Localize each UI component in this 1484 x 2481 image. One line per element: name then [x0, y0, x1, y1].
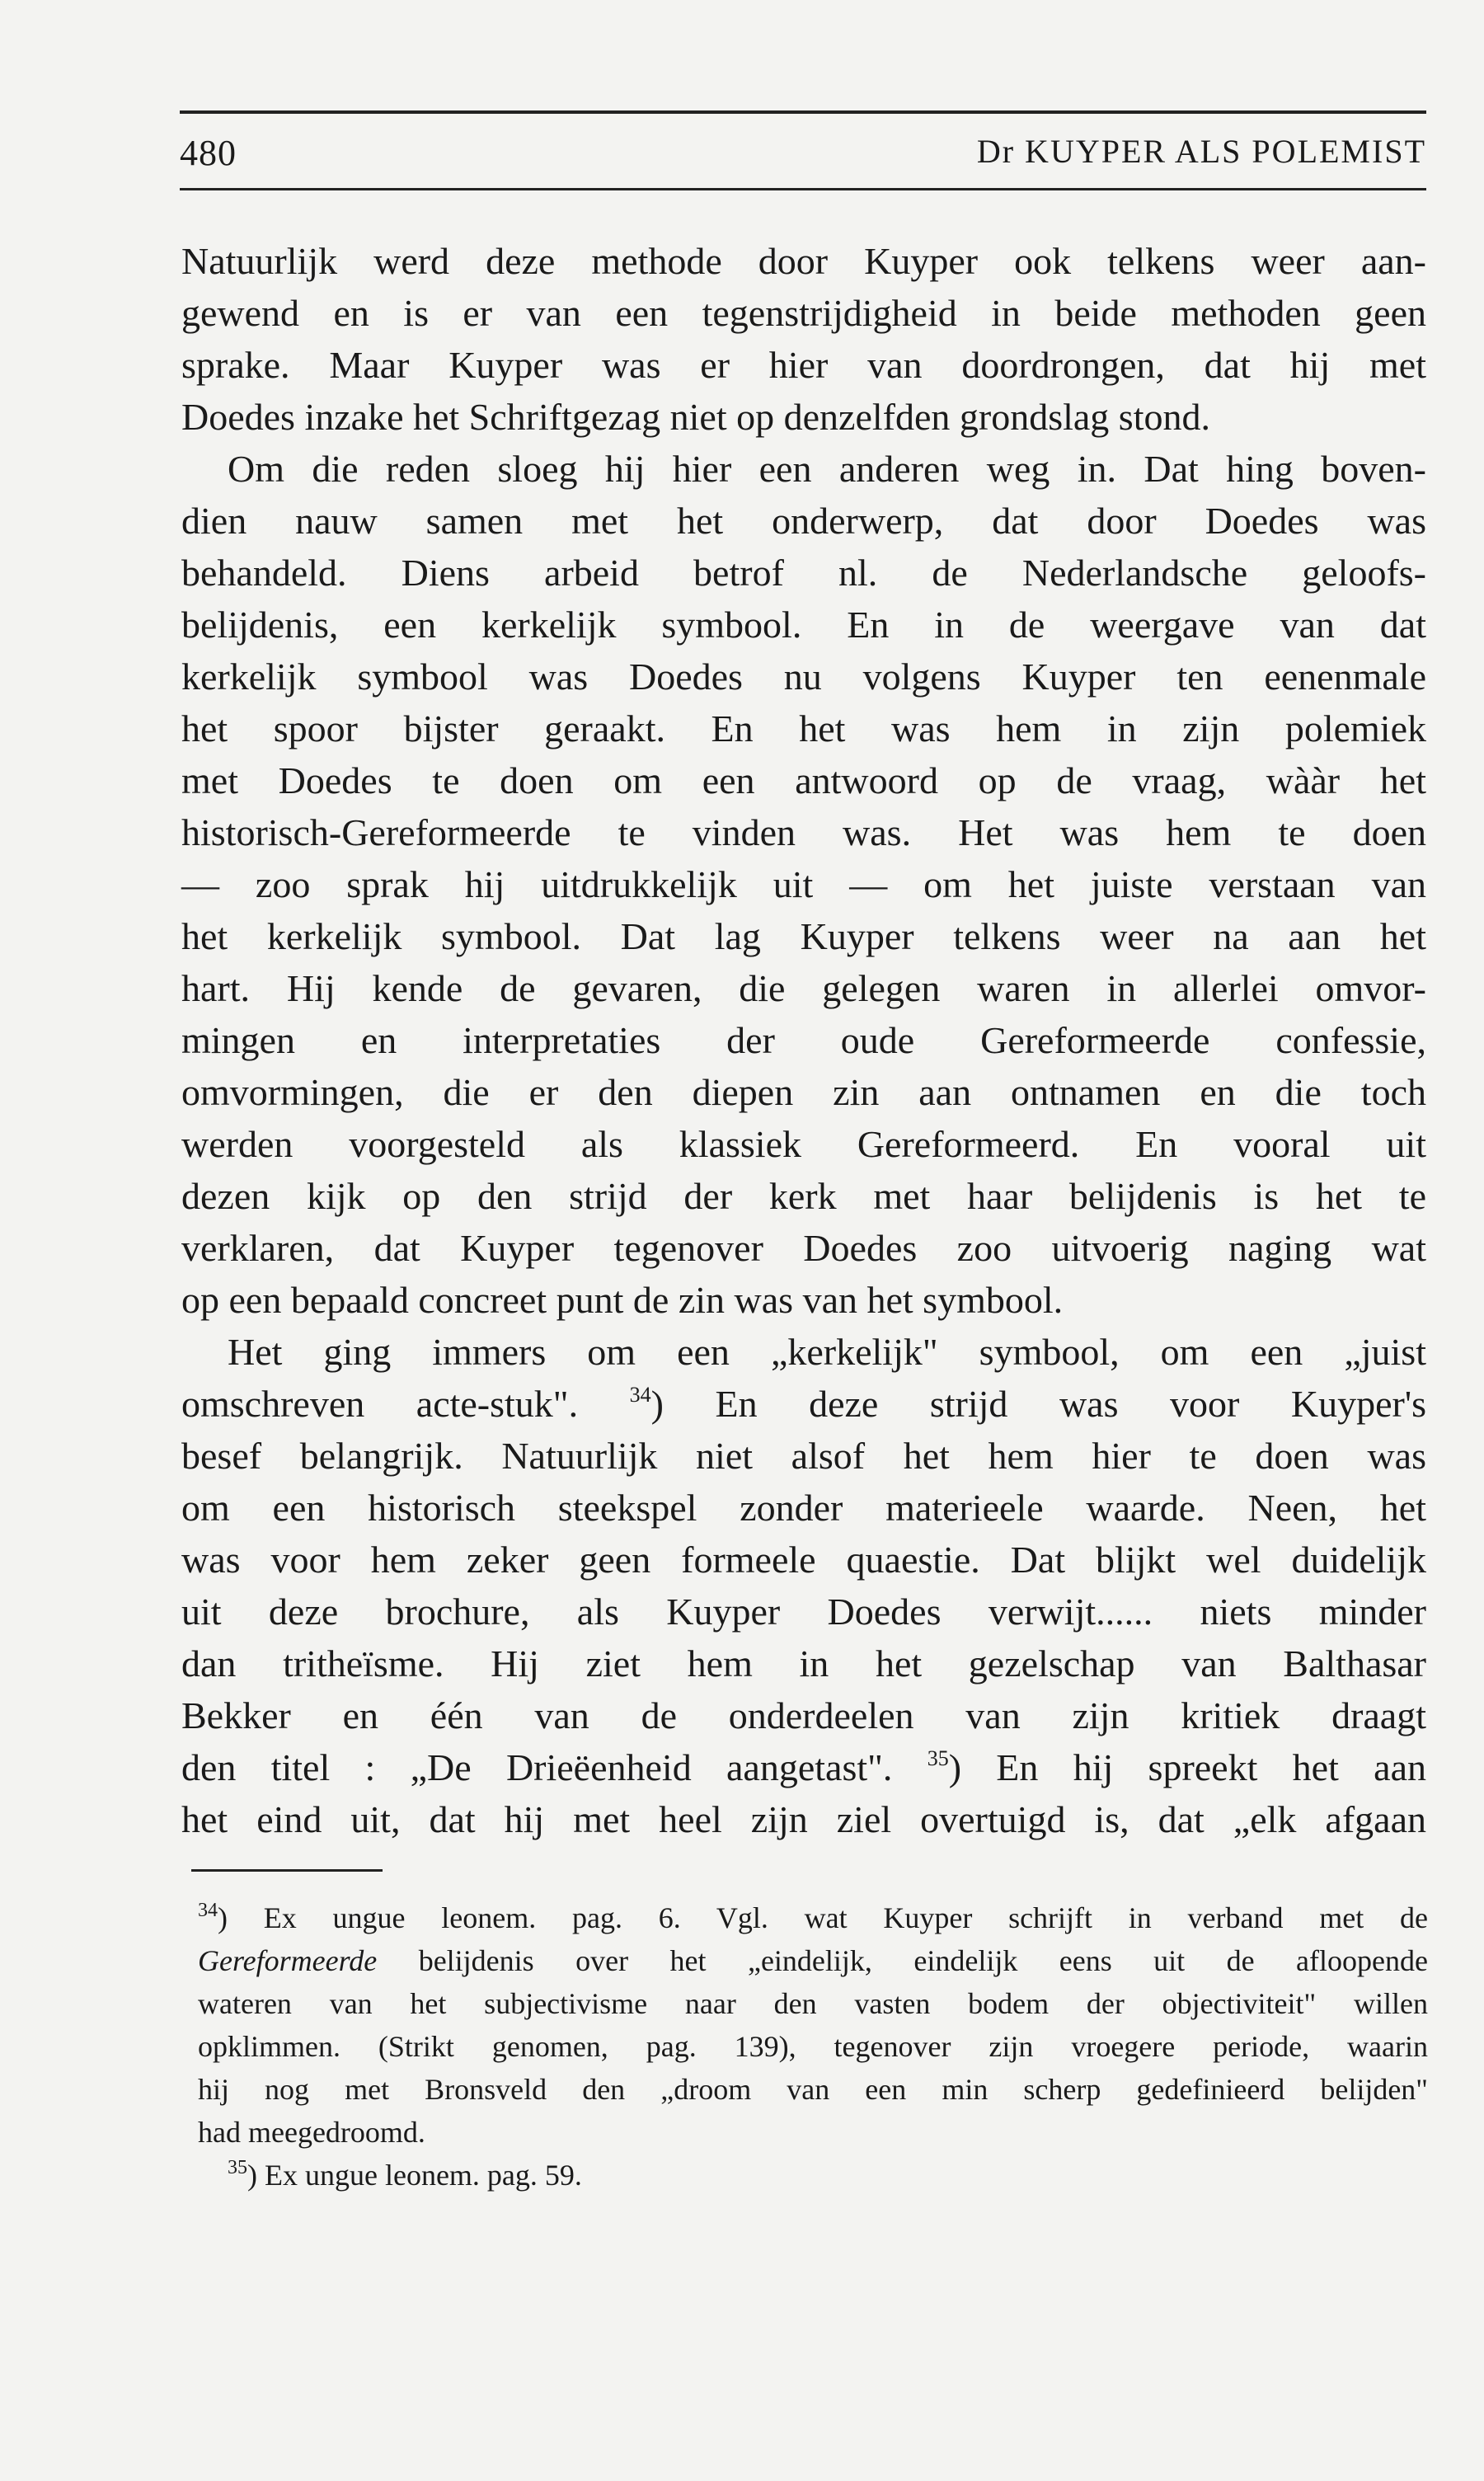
footnote-34-line: had meegedroomd.: [198, 2116, 425, 2149]
text-line: op een bepaald concreet punt de zin was van het symbool.: [181, 1279, 1064, 1321]
header-top-rule: [180, 110, 1426, 114]
running-title: Dr KUYPER ALS POLEMIST: [976, 133, 1426, 170]
footnote-34-line: $^{34}$) Ex ungue leonem. pag. 6. Vgl. wat Kuyper schrijft in verband met de: [198, 1900, 1428, 1934]
text-line: omvormingen, die er den diepen zin aan ontnamen en die toch: [181, 1071, 1426, 1113]
text-line: verklaren, dat Kuyper tegenover Doedes zoo uitvoerig naging wat: [181, 1227, 1426, 1269]
text-line: het eind uit, dat hij met heel zijn ziel overtuigd is, dat „elk afgaan: [181, 1798, 1426, 1840]
footnote-rule: [191, 1869, 383, 1872]
text-line: werden voorgesteld als klassiek Gereformeerd. En vooral uit: [181, 1123, 1426, 1165]
text-segment: ) En hij spreekt het aan: [948, 1746, 1426, 1788]
footnote-34-line: [198, 1939, 1428, 1982]
text-line: Bekker en één van de onderdeelen van zijn kritiek draagt: [181, 1694, 1426, 1736]
footnote-34-line: wateren van het subjectivisme naar den vasten bodem der objectiviteit" willen: [198, 1987, 1428, 2020]
text-line: het kerkelijk symbool. Dat lag Kuyper telkens weer na aan het: [181, 915, 1426, 957]
page-header: [180, 124, 1426, 181]
text-line: besef belangrijk. Natuurlijk niet alsof het hem hier te doen was: [181, 1435, 1426, 1477]
text-segment: omschreven acte-stuk".: [181, 1383, 630, 1425]
footnote-35-mark: 35: [228, 2157, 247, 2178]
text-line: dezen kijk op den strijd der kerk met haar belijdenis is het te: [181, 1175, 1426, 1217]
text-line: om een historisch steekspel zonder materieele waarde. Neen, het: [181, 1487, 1426, 1529]
text-line: Doedes inzake het Schriftgezag niet op denzelfden grondslag stond.: [181, 396, 1210, 438]
text-segment: ) En deze strijd was voor Kuyper's: [650, 1383, 1427, 1425]
text-line: uit deze brochure, als Kuyper Doedes verwijt...... niets minder: [181, 1591, 1426, 1633]
text-line: hart. Hij kende de gevaren, die gelegen waren in allerlei omvor-: [181, 967, 1426, 1009]
footnote-ref-35: 35: [927, 1746, 949, 1770]
text-line: mingen en interpretaties der oude Gereformeerde confessie,: [181, 1019, 1426, 1061]
text-line-with-note-ref: [181, 1741, 1426, 1793]
text-line: Natuurlijk werd deze methode door Kuyper ook telkens weer aan-: [181, 240, 1426, 282]
text-line: belijdenis, een kerkelijk symbool. En in de weergave van dat: [181, 604, 1426, 646]
text-line: met Doedes te doen om een antwoord op de vraag, wààr het: [181, 759, 1426, 801]
footnotes: [198, 1896, 1428, 2197]
text-line: dien nauw samen met het onderwerp, dat door Doedes was: [181, 500, 1426, 542]
text-line: Het ging immers om een „kerkelijk" symbool, om een „juist: [228, 1331, 1426, 1373]
body-text: [181, 235, 1426, 1845]
text-line: historisch-Gereformeerde te vinden was. Het was hem te doen: [181, 811, 1426, 853]
footnote-italic-term: Gereformeerde: [198, 1944, 378, 1977]
text-line-with-note-ref: [181, 1378, 1426, 1430]
footnote-text: Ex ungue leonem. pag. 6. Vgl. wat Kuyper schrijft in verband met de: [263, 1901, 1428, 1934]
text-line: gewend en is er van een tegenstrijdigheid in beide methoden geen: [181, 292, 1426, 334]
text-line: dan tritheïsme. Hij ziet hem in het gezelschap van Balthasar: [181, 1642, 1426, 1685]
footnote-34-line: hij nog met Bronsveld den „droom van een min scherp gedefinieerd belijden": [198, 2073, 1428, 2106]
footnote-text: belijdenis over het „eindelijk, eindelijk eens uit de afloopende: [377, 1944, 1428, 1977]
text-line: behandeld. Diens arbeid betrof nl. de Nederlandsche geloofs-: [181, 552, 1426, 594]
text-line: kerkelijk symbool was Doedes nu volgens Kuyper ten eenenmale: [181, 655, 1426, 698]
text-segment: den titel : „De Drieëenheid aangetast".: [181, 1746, 928, 1788]
text-line: Om die reden sloeg hij hier een anderen weg in. Dat hing boven-: [228, 448, 1426, 490]
text-line: was voor hem zeker geen formeele quaestie. Dat blijkt wel duidelijk: [181, 1539, 1426, 1581]
footnote-ref-34: 34: [629, 1383, 651, 1407]
page-number: 480: [180, 133, 237, 173]
header-bottom-rule: [180, 188, 1426, 190]
text-line: — zoo sprak hij uitdrukkelijk uit — om het juiste verstaan van: [181, 863, 1426, 905]
footnote-35-line: $^{35}$) Ex ungue leonem. pag. 59.: [228, 2157, 582, 2192]
text-line: het spoor bijster geraakt. En het was hem in zijn polemiek: [181, 707, 1426, 749]
footnote-34-line: opklimmen. (Strikt genomen, pag. 139), tegenover zijn vroegere periode, waarin: [198, 2030, 1428, 2063]
footnote-34-mark: 34: [198, 1900, 218, 1921]
footnote-text: Ex ungue leonem. pag. 59.: [265, 2159, 582, 2192]
text-line: sprake. Maar Kuyper was er hier van doordrongen, dat hij met: [181, 344, 1426, 386]
